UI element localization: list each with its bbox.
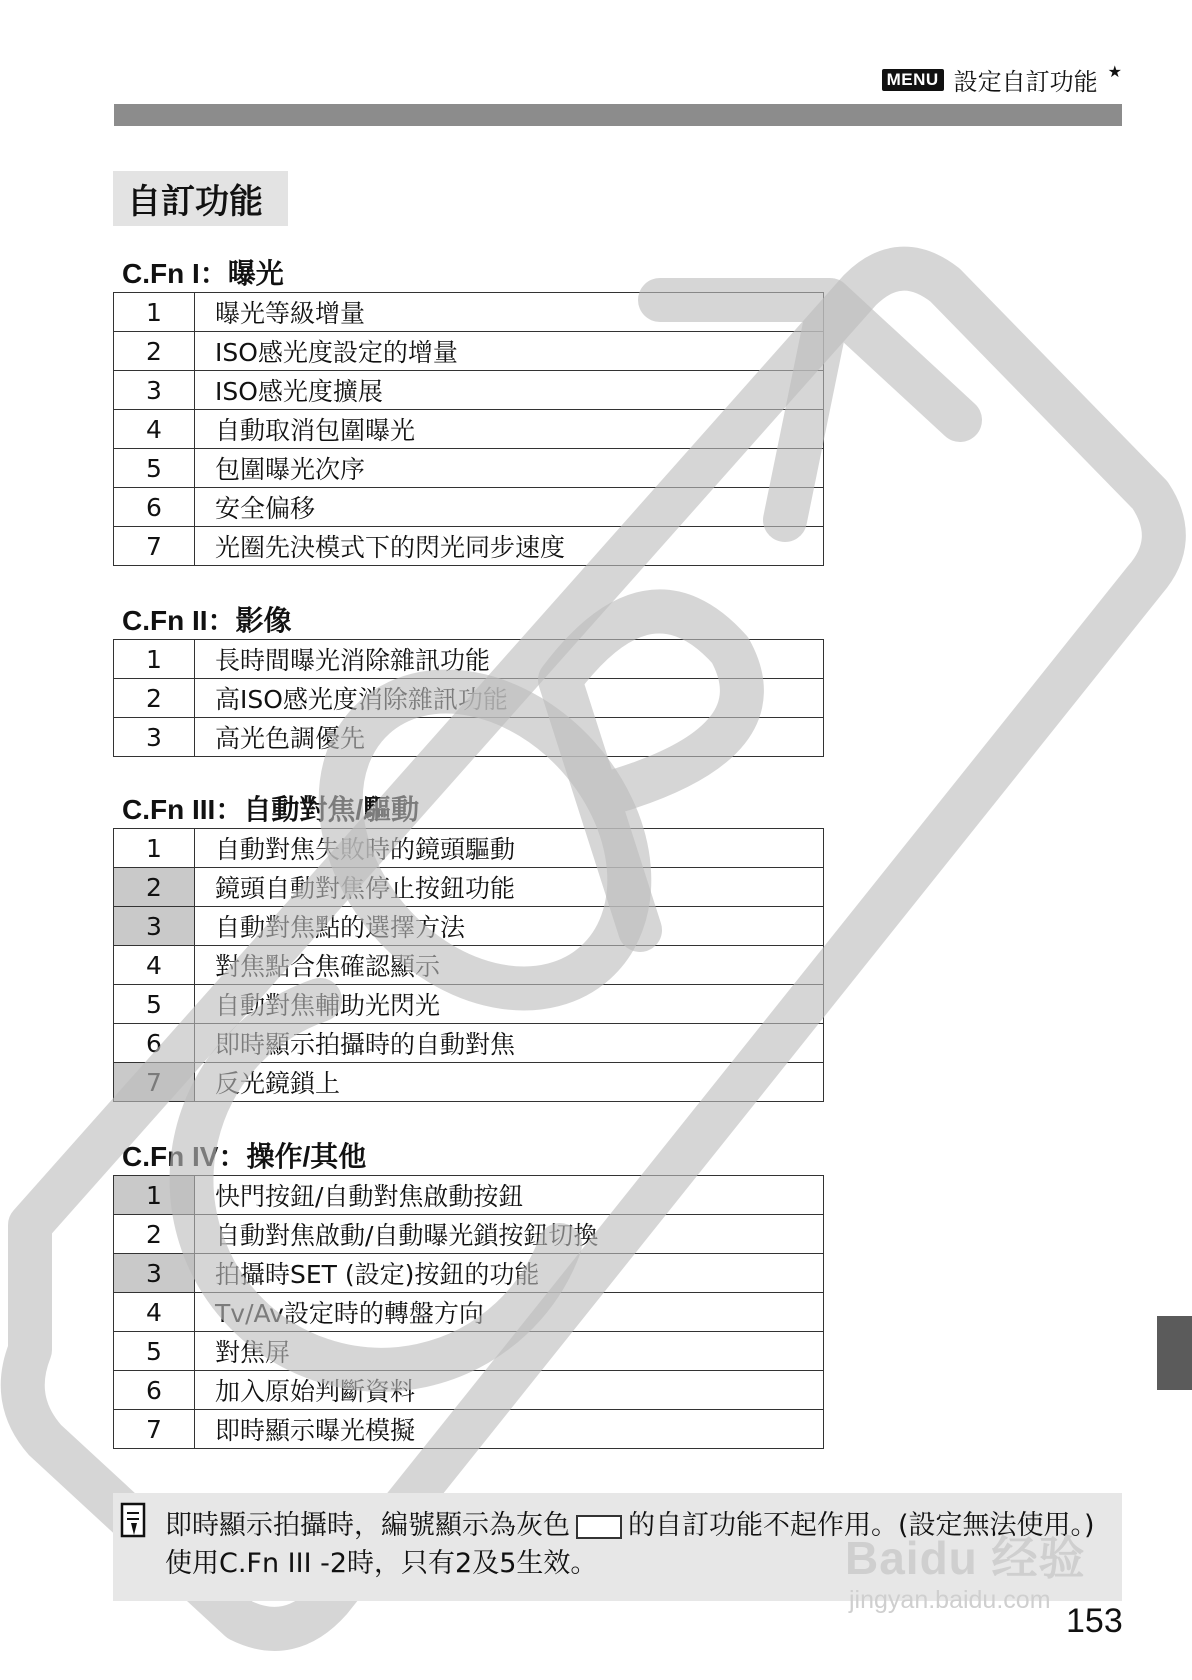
table-row [114,1410,824,1449]
row-label: 快門按鈕/自動對焦啟動按鈕 [195,1176,824,1215]
row-label: 鏡頭自動對焦停止按鈕功能 [195,868,824,907]
row-label: 曝光等級增量 [195,293,824,332]
row-number: 1 [114,293,195,332]
table-row [114,1332,824,1371]
table-row [114,449,824,488]
section-title: 自訂功能 [113,171,288,226]
star-icon: ★ [1107,62,1122,81]
gray-swatch [576,1515,622,1539]
table-row [114,640,824,679]
table-row [114,679,824,718]
table-row [114,488,824,527]
group-title: C.Fn I：曝光 [122,258,284,289]
row-number: 3 [114,907,195,946]
table-row [114,1063,824,1102]
row-number: 5 [114,449,195,488]
table-row [114,293,824,332]
table-row [114,946,824,985]
row-label: 自動對焦輔助光閃光 [195,985,824,1024]
cfn-table [113,639,824,757]
baidu-watermark [845,1522,1086,1615]
row-number: 2 [114,679,195,718]
row-label: 即時顯示曝光模擬 [195,1410,824,1449]
group-title: C.Fn IV：操作/其他 [122,1141,367,1172]
table-row [114,1215,824,1254]
group-title: C.Fn III：自動對焦/驅動 [122,794,420,825]
row-label: 高光色調優先 [195,718,824,757]
cfn-table [113,292,824,566]
running-header-title: 設定自訂功能 [953,68,1098,96]
row-number: 4 [114,1293,195,1332]
memo-icon [119,1501,149,1541]
row-number: 6 [114,1024,195,1063]
header-rule [114,104,1122,126]
row-label: 自動對焦點的選擇方法 [195,907,824,946]
row-number: 7 [114,1410,195,1449]
row-label: 自動取消包圍曝光 [195,410,824,449]
running-header [882,62,1122,97]
row-label: 反光鏡鎖上 [195,1063,824,1102]
row-label: 自動對焦失敗時的鏡頭驅動 [195,829,824,868]
row-number: 4 [114,410,195,449]
group-title: C.Fn II：影像 [122,605,292,636]
menu-badge: MENU [882,69,944,91]
row-label: 安全偏移 [195,488,824,527]
cfn-group-1 [113,256,824,566]
row-label: ISO感光度設定的增量 [195,332,824,371]
cfn-group-3 [113,792,824,1102]
table-row [114,1371,824,1410]
row-number: 1 [114,640,195,679]
page-number: 153 [1066,1602,1123,1640]
note-text-before: 即時顯示拍攝時，編號顯示為灰色 [165,1510,570,1541]
table-row [114,718,824,757]
cfn-group-2 [113,603,824,757]
baidu-watermark-line2: jingyan.baidu.com [849,1586,1051,1614]
row-label: Tv/Av設定時的轉盤方向 [195,1293,824,1332]
cfn-group-4 [113,1139,824,1449]
row-number: 5 [114,985,195,1024]
row-number: 6 [114,1371,195,1410]
cfn-table [113,1175,824,1449]
table-row [114,1293,824,1332]
row-label: 加入原始判斷資料 [195,1371,824,1410]
row-number: 5 [114,1332,195,1371]
row-number: 2 [114,1215,195,1254]
row-label: 高ISO感光度消除雜訊功能 [195,679,824,718]
row-number: 1 [114,1176,195,1215]
row-label: 對焦屏 [195,1332,824,1371]
cfn-table [113,828,824,1102]
row-number: 4 [114,946,195,985]
row-label: 對焦點合焦確認顯示 [195,946,824,985]
table-row [114,829,824,868]
table-row [114,410,824,449]
table-row [114,1254,824,1293]
table-row [114,527,824,566]
row-number: 7 [114,527,195,566]
row-label: 光圈先決模式下的閃光同步速度 [195,527,824,566]
note-text-after: 的自訂功能不起作用。(設定無法使用。) 使用C.Fn III -2時，只有2及5生效。 [165,1510,1095,1579]
chapter-tab [1157,1316,1192,1390]
row-label: 自動對焦啟動/自動曝光鎖按鈕切換 [195,1215,824,1254]
row-number: 1 [114,829,195,868]
row-label: 包圍曝光次序 [195,449,824,488]
table-row [114,907,824,946]
table-row [114,1024,824,1063]
row-number: 3 [114,718,195,757]
row-number: 2 [114,868,195,907]
row-number: 3 [114,371,195,410]
row-number: 2 [114,332,195,371]
row-number: 3 [114,1254,195,1293]
row-label: 長時間曝光消除雜訊功能 [195,640,824,679]
table-row [114,1176,824,1215]
row-label: ISO感光度擴展 [195,371,824,410]
row-number: 6 [114,488,195,527]
baidu-watermark-line1: Baidu 经验 [845,1532,1086,1584]
table-row [114,371,824,410]
row-number: 7 [114,1063,195,1102]
row-label: 即時顯示拍攝時的自動對焦 [195,1024,824,1063]
row-label: 拍攝時SET (設定)按鈕的功能 [195,1254,824,1293]
table-row [114,868,824,907]
table-row [114,985,824,1024]
table-row [114,332,824,371]
